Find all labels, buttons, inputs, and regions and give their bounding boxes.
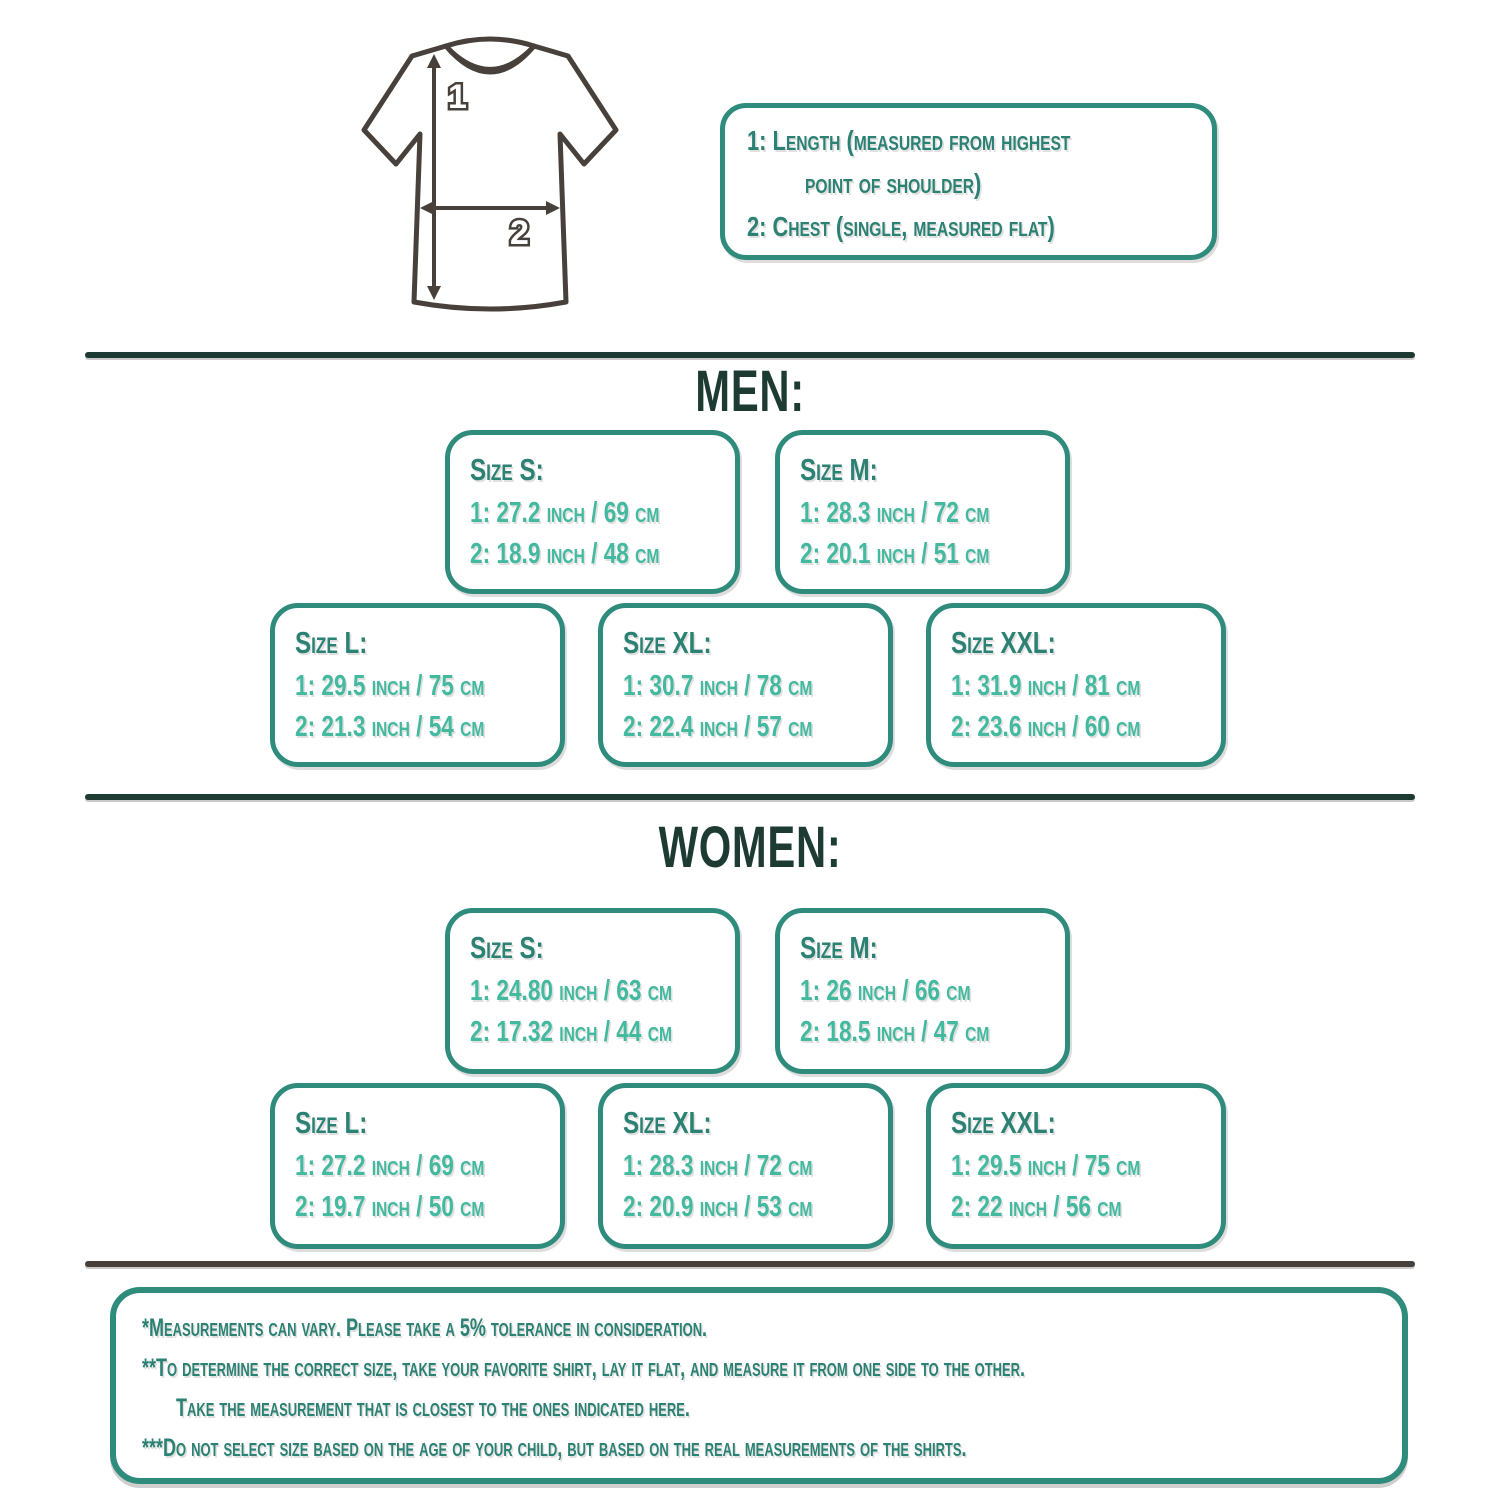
size-length xyxy=(295,666,560,707)
size-length-text: 1: 29.5 inch / 75 cm xyxy=(295,670,485,702)
size-length xyxy=(951,666,1221,707)
size-chest xyxy=(623,1187,888,1228)
women-size-l-box xyxy=(270,1083,565,1249)
size-length-text: 1: 26 inch / 66 cm xyxy=(800,975,971,1007)
size-chest-text: 2: 18.5 inch / 47 cm xyxy=(800,1016,990,1048)
divider-women xyxy=(85,794,1415,800)
size-chest-text: 2: 21.3 inch / 54 cm xyxy=(295,711,485,743)
women-size-xxl-box xyxy=(926,1083,1226,1249)
women-size-m-box xyxy=(775,908,1070,1074)
size-name-text: Size S: xyxy=(470,452,544,487)
men-size-xl-box xyxy=(598,603,893,767)
size-length xyxy=(623,666,888,707)
men-section-title xyxy=(0,359,1500,424)
size-length xyxy=(800,493,1065,534)
size-name xyxy=(623,620,888,666)
tshirt-back-collar xyxy=(446,39,534,46)
size-name-text: Size XL: xyxy=(623,625,712,660)
size-chest-text: 2: 23.6 inch / 60 cm xyxy=(951,711,1141,743)
size-length xyxy=(623,1146,888,1187)
footnotes-box xyxy=(110,1287,1408,1484)
size-length-text: 1: 30.7 inch / 78 cm xyxy=(623,670,813,702)
size-chest xyxy=(470,534,735,575)
size-chest xyxy=(295,707,560,748)
men-size-m-box xyxy=(775,430,1070,594)
size-chest-text: 2: 20.9 inch / 53 cm xyxy=(623,1191,813,1223)
legend-text: 1: Length (measured from highest xyxy=(747,125,1071,156)
size-name xyxy=(800,925,1065,971)
note-how-to-measure-cont xyxy=(176,1388,1402,1428)
size-name xyxy=(470,447,735,493)
men-size-l-box xyxy=(270,603,565,767)
men-size-s-box xyxy=(445,430,740,594)
size-chest xyxy=(951,707,1221,748)
size-chest xyxy=(623,707,888,748)
size-name-text: Size S: xyxy=(470,930,544,965)
size-chest-text: 2: 20.1 inch / 51 cm xyxy=(800,538,990,570)
size-name xyxy=(295,620,560,666)
legend-text: 2: Chest (single, measured flat) xyxy=(747,211,1055,242)
size-chest xyxy=(800,534,1065,575)
size-length-text: 1: 27.2 inch / 69 cm xyxy=(295,1150,485,1182)
men-title-text: MEN: xyxy=(695,359,805,424)
tshirt-body-outline xyxy=(364,46,616,309)
size-length-text: 1: 27.2 inch / 69 cm xyxy=(470,497,660,529)
size-length xyxy=(470,971,735,1012)
women-title-text: WOMEN: xyxy=(658,815,842,880)
size-chest xyxy=(800,1012,1065,1053)
size-length xyxy=(295,1146,560,1187)
size-chest xyxy=(470,1012,735,1053)
size-chest-text: 2: 19.7 inch / 50 cm xyxy=(295,1191,485,1223)
size-length xyxy=(800,971,1065,1012)
legend-line xyxy=(747,119,1212,162)
measurement-legend-box xyxy=(720,103,1217,260)
divider-notes xyxy=(85,1261,1415,1267)
size-chest-text: 2: 22.4 inch / 57 cm xyxy=(623,711,813,743)
chest-marker-label: 2 xyxy=(510,214,529,252)
note-text: *Measurements can vary. Please take a 5% tolerance in consideration. xyxy=(142,1314,708,1342)
size-name-text: Size L: xyxy=(295,625,368,660)
size-name xyxy=(951,620,1221,666)
divider-men xyxy=(85,352,1415,358)
note-how-to-measure xyxy=(142,1348,1402,1388)
size-name xyxy=(295,1100,560,1146)
size-name-text: Size L: xyxy=(295,1105,368,1140)
note-text: ***Do not select size based on the age of your child, but based on the real measurements of the shirts. xyxy=(142,1434,967,1462)
size-length-text: 1: 31.9 inch / 81 cm xyxy=(951,670,1141,702)
size-name xyxy=(951,1100,1221,1146)
men-size-xxl-box xyxy=(926,603,1226,767)
note-text: **To determine the correct size, take your favorite shirt, lay it flat, and measure it from one side to the other. xyxy=(142,1354,1026,1382)
note-tolerance xyxy=(142,1308,1402,1348)
size-name xyxy=(800,447,1065,493)
size-chest xyxy=(951,1187,1221,1228)
women-size-xl-box xyxy=(598,1083,893,1249)
note-text: Take the measurement that is closest to the ones indicated here. xyxy=(176,1394,690,1422)
legend-text: point of shoulder) xyxy=(805,168,982,199)
note-child-size xyxy=(142,1428,1402,1468)
size-length xyxy=(951,1146,1221,1187)
women-section-title xyxy=(0,815,1500,880)
size-name-text: Size M: xyxy=(800,930,878,965)
size-name-text: Size XXL: xyxy=(951,1105,1056,1140)
tshirt-diagram xyxy=(350,26,630,320)
size-length-text: 1: 29.5 inch / 75 cm xyxy=(951,1150,1141,1182)
size-name xyxy=(623,1100,888,1146)
legend-line xyxy=(747,205,1212,248)
length-marker-label: 1 xyxy=(448,78,467,116)
size-chest xyxy=(295,1187,560,1228)
size-name-text: Size XL: xyxy=(623,1105,712,1140)
size-length xyxy=(470,493,735,534)
size-name xyxy=(470,925,735,971)
size-length-text: 1: 28.3 inch / 72 cm xyxy=(800,497,990,529)
size-name-text: Size XXL: xyxy=(951,625,1056,660)
women-size-s-box xyxy=(445,908,740,1074)
size-length-text: 1: 28.3 inch / 72 cm xyxy=(623,1150,813,1182)
legend-line xyxy=(805,162,1212,205)
size-chest-text: 2: 22 inch / 56 cm xyxy=(951,1191,1122,1223)
size-length-text: 1: 24.80 inch / 63 cm xyxy=(470,975,672,1007)
size-name-text: Size M: xyxy=(800,452,878,487)
size-chest-text: 2: 18.9 inch / 48 cm xyxy=(470,538,660,570)
size-chest-text: 2: 17.32 inch / 44 cm xyxy=(470,1016,672,1048)
